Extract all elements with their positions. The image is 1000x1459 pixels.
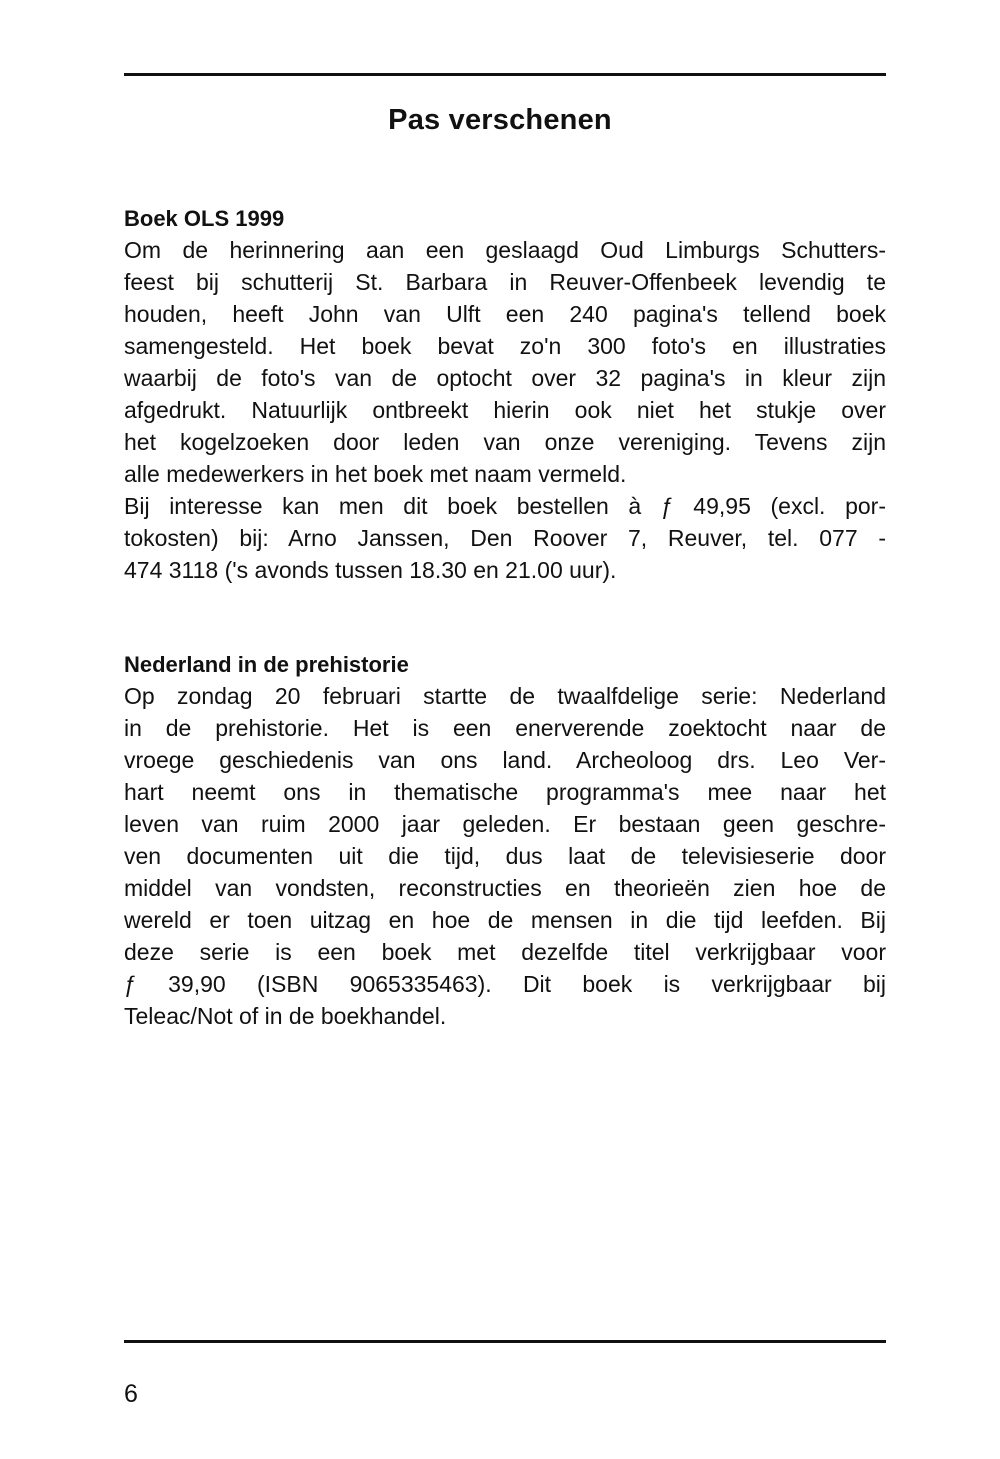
text-line: leven van ruim 2000 jaar geleden. Er bestaan geen geschre- — [124, 811, 886, 837]
text-line: afgedrukt. Natuurlijk ontbreekt hierin ook niet het stukje over — [124, 397, 886, 423]
text-line: ven documenten uit die tijd, dus laat de televisieserie door — [124, 843, 886, 869]
text-line: ƒ 39,90 (ISBN 9065335463). Dit boek is verkrijgbaar bij — [124, 971, 886, 997]
page-number: 6 — [124, 1380, 138, 1408]
text-line: Om de herinnering aan een geslaagd Oud Limburgs Schutters- — [124, 237, 886, 263]
text-line: in de prehistorie. Het is een enerverende zoektocht naar de — [124, 715, 886, 741]
text-line: Teleac/Not of in de boekhandel. — [124, 1003, 447, 1029]
article-heading: Boek OLS 1999 — [124, 206, 285, 231]
text-line: waarbij de foto's van de optocht over 32 pagina's in kleur zijn — [124, 365, 886, 391]
text-line: wereld er toen uitzag en hoe de mensen in die tijd leefden. Bij — [124, 907, 886, 933]
text-line: hart neemt ons in thematische programma's mee naar het — [124, 779, 886, 805]
page-title: Pas verschenen — [388, 104, 612, 136]
top-rule — [124, 73, 886, 76]
text-line: het kogelzoeken door leden van onze vereniging. Tevens zijn — [124, 429, 886, 455]
text-line: deze serie is een boek met dezelfde titel verkrijgbaar voor — [124, 939, 886, 965]
text-line: Bij interesse kan men dit boek bestellen à ƒ 49,95 (excl. por- — [124, 493, 886, 519]
article-heading: Nederland in de prehistorie — [124, 652, 409, 677]
text-line: Op zondag 20 februari startte de twaalfdelige serie: Nederland — [124, 683, 886, 709]
bottom-rule — [124, 1340, 886, 1343]
article-body — [124, 234, 886, 586]
text-line: feest bij schutterij St. Barbara in Reuver-Offenbeek levendig te — [124, 269, 886, 295]
article-body — [124, 680, 886, 1032]
text-line: vroege geschiedenis van ons land. Archeoloog drs. Leo Ver- — [124, 747, 886, 773]
text-line: tokosten) bij: Arno Janssen, Den Roover 7, Reuver, tel. 077 - — [124, 525, 886, 551]
text-line: middel van vondsten, reconstructies en theorieën zien hoe de — [124, 875, 886, 901]
text-line: samengesteld. Het boek bevat zo'n 300 foto's en illustraties — [124, 333, 886, 359]
article-nederland-prehistorie — [124, 650, 886, 1032]
text-line: alle medewerkers in het boek met naam vermeld. — [124, 461, 627, 487]
article-boek-ols — [124, 204, 886, 586]
text-line: houden, heeft John van Ulft een 240 pagina's tellend boek — [124, 301, 886, 327]
text-line: 474 3118 ('s avonds tussen 18.30 en 21.00 uur). — [124, 557, 617, 583]
